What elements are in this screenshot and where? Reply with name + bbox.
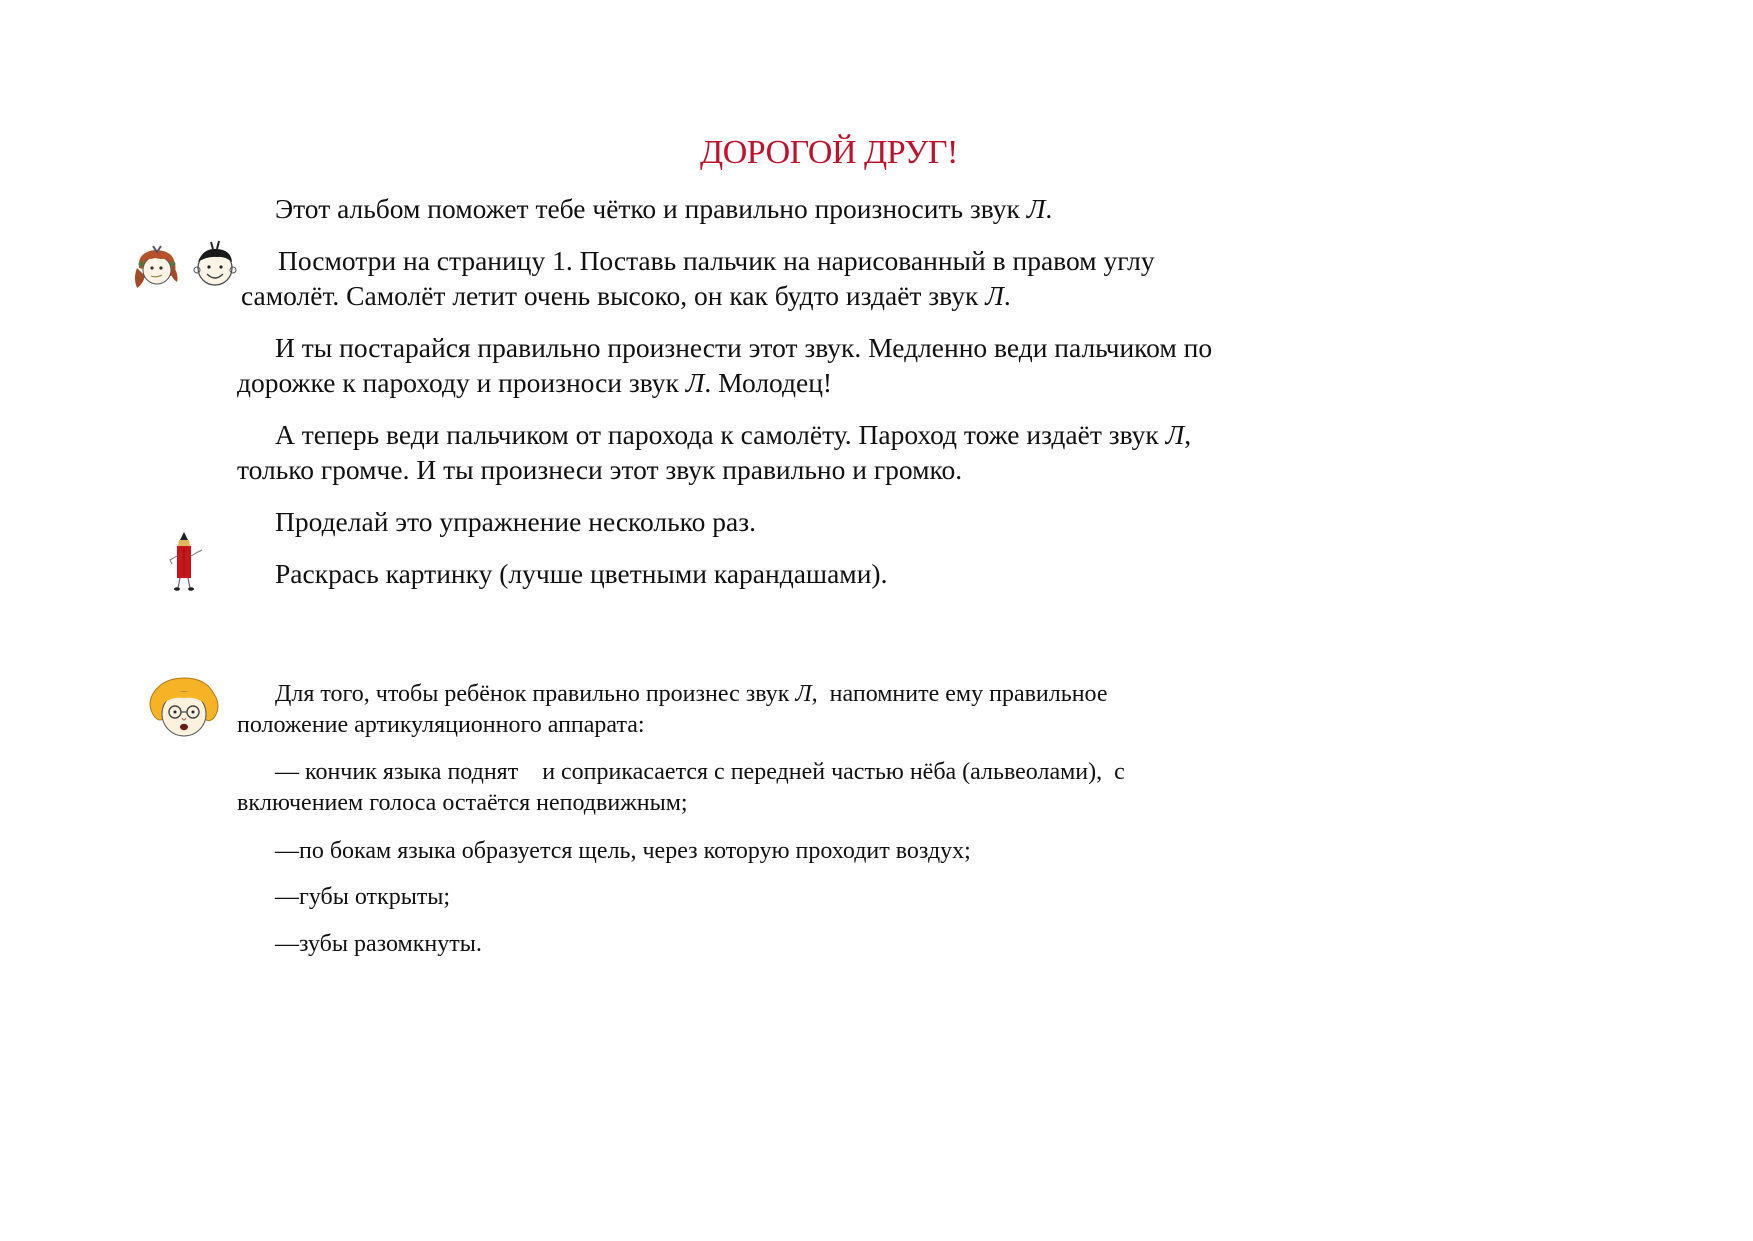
articulation-item-tongue-tip-line1: — кончик языка поднят и соприкасается с передней частью нёба (альвеолами), с	[275, 759, 1125, 785]
paragraph-repeat: Проделай это упражнение несколько раз.	[275, 506, 756, 537]
articulation-item-lips: —губы открыты;	[275, 884, 451, 910]
parent-intro-line1: Для того, чтобы ребёнок правильно произнес звук Л, напомните ему правильное	[275, 681, 1108, 707]
articulation-item-tongue-tip-line2: включением голоса остаётся неподвижным;	[237, 790, 688, 816]
paragraph-color: Раскрась картинку (лучше цветными карандашами).	[275, 558, 888, 589]
paragraph-try-line1: И ты постарайся правильно произнести этот звук. Медленно веди пальчиком по	[275, 332, 1213, 363]
teacher-face-icon	[146, 676, 222, 740]
parent-intro-line2: положение артикуляционного аппарата:	[237, 712, 645, 738]
paragraph-back-line1: А теперь веди пальчиком от парохода к самолёту. Пароход тоже издаёт звук Л,	[275, 419, 1192, 450]
paragraph-look-line1: Посмотри на страницу 1. Поставь пальчик на нарисованный в правом углу	[278, 245, 1155, 276]
boy-and-girl-faces-icon	[133, 238, 241, 292]
page-title: ДОРОГОЙ ДРУГ!	[700, 134, 958, 171]
paragraph-intro: Этот альбом поможет тебе чётко и правильно произносить звук Л.	[275, 193, 1053, 224]
paragraph-look-line2: самолёт. Самолёт летит очень высоко, он как будто издаёт звук Л.	[241, 280, 1011, 311]
paragraph-back-line2: только громче. И ты произнеси этот звук правильно и громко.	[237, 454, 963, 485]
articulation-item-tongue-sides: —по бокам языка образуется щель, через которую проходит воздух;	[275, 838, 971, 864]
paragraph-try-line2: дорожке к пароходу и произноси звук Л. Молодец!	[237, 367, 833, 398]
articulation-item-teeth: —зубы разомкнуты.	[275, 931, 482, 957]
pencil-character-icon	[164, 530, 208, 592]
